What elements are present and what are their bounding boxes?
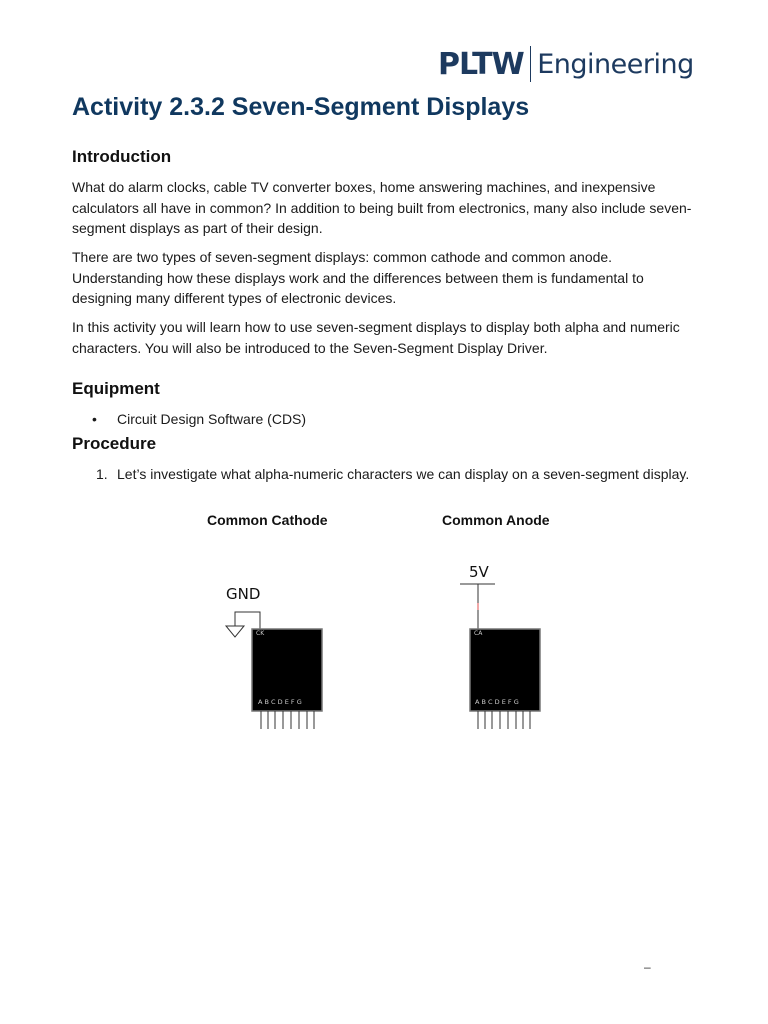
5v-label: 5V	[469, 563, 489, 581]
equipment-heading: Equipment	[72, 379, 160, 398]
logo-division: Engineering	[537, 48, 694, 80]
equipment-item: Circuit Design Software (CDS)	[117, 411, 307, 427]
ground-icon	[226, 626, 244, 637]
footer-mark: –	[644, 960, 651, 974]
introduction-heading: Introduction	[72, 147, 172, 166]
pltw-engineering-logo	[438, 44, 694, 84]
anode-corner-label: CA	[474, 630, 483, 637]
cathode-corner-label: CK	[256, 630, 265, 637]
display-pins	[478, 711, 530, 729]
procedure-heading: Procedure	[72, 434, 157, 453]
common-cathode-diagram	[222, 555, 372, 740]
anode-pin-labels: A B C D E F G	[475, 698, 519, 706]
logo-divider	[530, 46, 532, 82]
gnd-label: GND	[226, 585, 261, 603]
common-cathode-schematic	[222, 555, 372, 740]
step-text: Let’s investigate what alpha-numeric characters we can display on a seven-segment display.	[117, 466, 690, 482]
intro-paragraph-3: In this activity you will learn how to use seven-segment displays to display both alpha and numeric characters. You will also be introduced to the Seven-Segment Display Driver.	[72, 319, 680, 356]
display-pins	[261, 711, 314, 729]
common-cathode-caption: Common Cathode	[207, 512, 328, 528]
bullet-icon: •	[92, 411, 97, 427]
logo-brand: PLTW	[438, 46, 524, 82]
cathode-pin-labels: A B C D E F G	[258, 698, 302, 706]
common-anode-caption: Common Anode	[442, 512, 550, 528]
step-number: 1.	[96, 466, 108, 482]
intro-paragraph-2: There are two types of seven-segment displays: common cathode and common anode. Understanding how these displays work and the differences between them is fundamental to designing many different types of electronic devices.	[72, 249, 644, 306]
common-anode-diagram	[440, 555, 590, 740]
common-anode-schematic	[440, 555, 590, 740]
page-title: Activity 2.3.2 Seven-Segment Displays	[72, 93, 530, 121]
intro-paragraph-1: What do alarm clocks, cable TV converter boxes, home answering machines, and inexpensive calculators all have in common? In addition to being built from electronics, many also include seven-segment displays as part of their design.	[72, 179, 692, 236]
